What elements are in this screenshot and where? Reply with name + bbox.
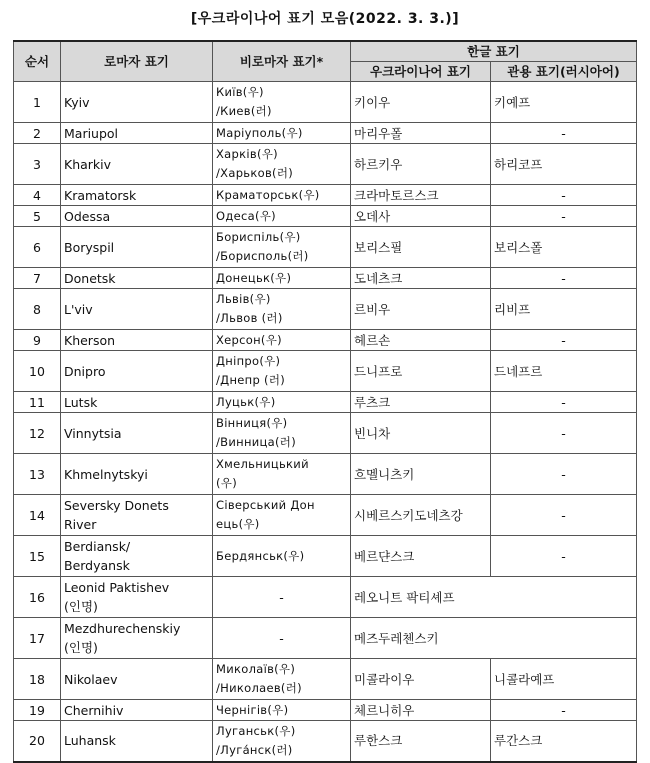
cell-roman (61, 721, 213, 762)
cell-ukrainian: 루한스크 (351, 721, 491, 762)
cyr-line: Бердянськ(우) (216, 548, 305, 563)
cell-ukrainian: 체르니히우 (351, 700, 491, 721)
cell-no: 12 (14, 413, 61, 454)
cell-customary: 리비프 (491, 289, 637, 330)
cell-ukrainian: 레오니트 팍티셰프 (351, 577, 637, 618)
cell-customary: 니콜라예프 (491, 659, 637, 700)
table-row (14, 577, 637, 618)
cell-roman (61, 536, 213, 577)
roman-line: Seversky Donets (64, 498, 169, 513)
cyr-line: /Винница(러) (216, 435, 297, 449)
cell-nonroman (213, 289, 351, 330)
table-row (14, 123, 637, 144)
cell-no: 7 (14, 268, 61, 289)
cyr-line: Луцьк(우) (216, 394, 276, 409)
cell-roman (61, 413, 213, 454)
cell-customary: - (491, 330, 637, 351)
cell-roman (61, 330, 213, 351)
cyr-line: /Львов (러) (216, 311, 283, 325)
roman-line: Kramatorsk (64, 187, 137, 203)
cell-no: 5 (14, 206, 61, 227)
cell-customary: - (491, 413, 637, 454)
cell-no: 8 (14, 289, 61, 330)
cyr-line: /Днепр (러) (216, 373, 286, 387)
roman-line: Donetsk (64, 270, 116, 286)
cell-customary: - (491, 392, 637, 413)
roman-line: Berdiansk/ (64, 539, 131, 554)
cell-customary: - (491, 268, 637, 289)
cell-customary: - (491, 123, 637, 144)
roman-line: Lutsk (64, 394, 98, 410)
cell-no: 19 (14, 700, 61, 721)
cell-nonroman (213, 700, 351, 721)
header-nonroman: 비로마자 표기* (213, 41, 351, 82)
header-korean: 한글 표기 (351, 41, 637, 62)
table-row (14, 495, 637, 536)
cyr-line: Сіверський Дон (216, 498, 315, 512)
cell-nonroman (213, 268, 351, 289)
cyr-line: Київ(우) (216, 85, 264, 99)
cell-ukrainian: 빈니차 (351, 413, 491, 454)
roman-line: River (64, 517, 97, 532)
cell-nonroman (213, 495, 351, 536)
cell-roman (61, 659, 213, 700)
cell-ukrainian: 헤르손 (351, 330, 491, 351)
cell-customary: 키예프 (491, 82, 637, 123)
table-row (14, 392, 637, 413)
table-row (14, 618, 637, 659)
cyr-line: /Киев(러) (216, 104, 272, 118)
cell-nonroman (213, 392, 351, 413)
cell-ukrainian: 루츠크 (351, 392, 491, 413)
cyr-line: Херсон(우) (216, 332, 282, 347)
transliteration-table (13, 40, 637, 763)
cell-customary: 루간스크 (491, 721, 637, 762)
roman-line: Mariupol (64, 125, 119, 141)
cell-no: 2 (14, 123, 61, 144)
cyr-line: Миколаїв(우) (216, 662, 296, 676)
roman-line: Vinnytsia (64, 425, 122, 441)
cyr-line: /Борисполь(러) (216, 249, 309, 263)
roman-line: (인명) (64, 599, 98, 614)
cell-roman (61, 227, 213, 268)
table-row (14, 413, 637, 454)
cell-no: 11 (14, 392, 61, 413)
roman-line: Kyiv (64, 94, 90, 110)
roman-line: Kherson (64, 332, 116, 348)
roman-line: Chernihiv (64, 702, 124, 718)
cell-ukrainian: 키이우 (351, 82, 491, 123)
page-title: [우크라이나어 표기 모음(2022. 3. 3.)] (190, 11, 460, 27)
cell-ukrainian: 르비우 (351, 289, 491, 330)
table-row (14, 289, 637, 330)
cell-customary: 드네프르 (491, 351, 637, 392)
cell-roman (61, 700, 213, 721)
roman-line: Luhansk (64, 733, 116, 749)
cell-nonroman (213, 351, 351, 392)
cell-no: 1 (14, 82, 61, 123)
roman-line: Boryspil (64, 239, 115, 255)
cell-customary: - (491, 495, 637, 536)
cell-nonroman (213, 536, 351, 577)
roman-line: Dnipro (64, 363, 106, 379)
cell-no: 4 (14, 185, 61, 206)
cell-ukrainian: 보리스필 (351, 227, 491, 268)
cell-no: 10 (14, 351, 61, 392)
table-body (14, 82, 637, 762)
cell-ukrainian: 하르키우 (351, 144, 491, 185)
cell-roman (61, 495, 213, 536)
cell-customary: 하리코프 (491, 144, 637, 185)
cell-nonroman (213, 206, 351, 227)
cell-ukrainian: 베르댠스크 (351, 536, 491, 577)
table-row (14, 144, 637, 185)
roman-line: Nikolaev (64, 671, 118, 687)
cyr-line: Львів(우) (216, 292, 271, 306)
cell-nonroman (213, 413, 351, 454)
cell-no: 18 (14, 659, 61, 700)
table-row (14, 659, 637, 700)
cell-nonroman (213, 454, 351, 495)
cell-roman (61, 618, 213, 659)
cyr-line: /Луга́нск(러) (216, 742, 293, 757)
cell-no: 14 (14, 495, 61, 536)
cell-roman (61, 268, 213, 289)
table-row (14, 700, 637, 721)
cell-roman (61, 82, 213, 123)
cyr-line: Луганськ(우) (216, 723, 296, 738)
cell-no: 9 (14, 330, 61, 351)
cell-customary: - (491, 206, 637, 227)
table-row (14, 268, 637, 289)
cell-nonroman (213, 227, 351, 268)
cell-nonroman (213, 618, 351, 659)
cell-no: 3 (14, 144, 61, 185)
cyr-line: Харків(우) (216, 147, 278, 161)
cell-roman (61, 185, 213, 206)
cyr-line: (우) (216, 476, 237, 490)
cell-customary: - (491, 185, 637, 206)
cyr-line: Бориспіль(우) (216, 230, 301, 244)
cell-no: 16 (14, 577, 61, 618)
table-row (14, 351, 637, 392)
cell-roman (61, 577, 213, 618)
cyr-line: Краматорськ(우) (216, 187, 320, 202)
table-header (14, 41, 637, 82)
cyr-line: Хмельницький (216, 457, 309, 471)
cell-roman (61, 206, 213, 227)
roman-line: Mezdhurechenskiy (64, 621, 181, 636)
roman-line: Khmelnytskyi (64, 466, 148, 482)
cell-ukrainian: 메즈두레첸스키 (351, 618, 637, 659)
cyr-line: Одеса(우) (216, 208, 276, 223)
table-row (14, 206, 637, 227)
cell-ukrainian: 오데사 (351, 206, 491, 227)
cell-ukrainian: 크라마토르스크 (351, 185, 491, 206)
table-row (14, 536, 637, 577)
cell-nonroman (213, 185, 351, 206)
table-row (14, 721, 637, 762)
roman-line: Odessa (64, 208, 111, 224)
cell-ukrainian: 도네츠크 (351, 268, 491, 289)
cyr-line: Дніпро(우) (216, 354, 281, 368)
cell-ukrainian: 마리우폴 (351, 123, 491, 144)
header-roman: 로마자 표기 (61, 41, 213, 82)
cell-nonroman (213, 659, 351, 700)
cell-roman (61, 392, 213, 413)
roman-line: Leonid Paktishev (64, 580, 170, 595)
cell-no: 17 (14, 618, 61, 659)
cell-nonroman (213, 82, 351, 123)
cell-no: 15 (14, 536, 61, 577)
cyr-line: Вінниця(우) (216, 416, 288, 430)
cyr-line: Донецьк(우) (216, 270, 292, 285)
cell-nonroman (213, 330, 351, 351)
cell-ukrainian: 드니프로 (351, 351, 491, 392)
table-row (14, 227, 637, 268)
cyr-line: - (279, 630, 284, 646)
cell-no: 13 (14, 454, 61, 495)
cell-no: 20 (14, 721, 61, 762)
cell-nonroman (213, 721, 351, 762)
cell-ukrainian: 시베르스키도네츠강 (351, 495, 491, 536)
cyr-line: ець(우) (216, 517, 260, 531)
cell-ukrainian: 흐멜니츠키 (351, 454, 491, 495)
cell-customary: - (491, 536, 637, 577)
table-row (14, 454, 637, 495)
cell-customary: - (491, 454, 637, 495)
header-ukrainian: 우크라이나어 표기 (351, 62, 491, 82)
table-row (14, 82, 637, 123)
cyr-line: Маріуполь(우) (216, 125, 303, 140)
roman-line: (인명) (64, 640, 98, 655)
cyr-line: - (279, 589, 284, 605)
cell-nonroman (213, 123, 351, 144)
roman-line: Berdyansk (64, 558, 130, 573)
table-row (14, 185, 637, 206)
cell-no: 6 (14, 227, 61, 268)
cell-customary: 보리스폴 (491, 227, 637, 268)
cell-roman (61, 289, 213, 330)
roman-line: L'viv (64, 301, 93, 317)
cell-nonroman (213, 144, 351, 185)
cyr-line: /Николаев(러) (216, 681, 302, 695)
table-row (14, 330, 637, 351)
cell-roman (61, 351, 213, 392)
cyr-line: Чернігів(우) (216, 702, 289, 717)
cell-customary: - (491, 700, 637, 721)
cell-roman (61, 454, 213, 495)
cell-nonroman (213, 577, 351, 618)
roman-line: Kharkiv (64, 156, 112, 172)
header-no: 순서 (14, 41, 61, 82)
cyr-line: /Харьков(러) (216, 166, 294, 180)
header-customary: 관용 표기(러시아어) (491, 62, 637, 82)
cell-ukrainian: 미콜라이우 (351, 659, 491, 700)
cell-roman (61, 123, 213, 144)
cell-roman (61, 144, 213, 185)
